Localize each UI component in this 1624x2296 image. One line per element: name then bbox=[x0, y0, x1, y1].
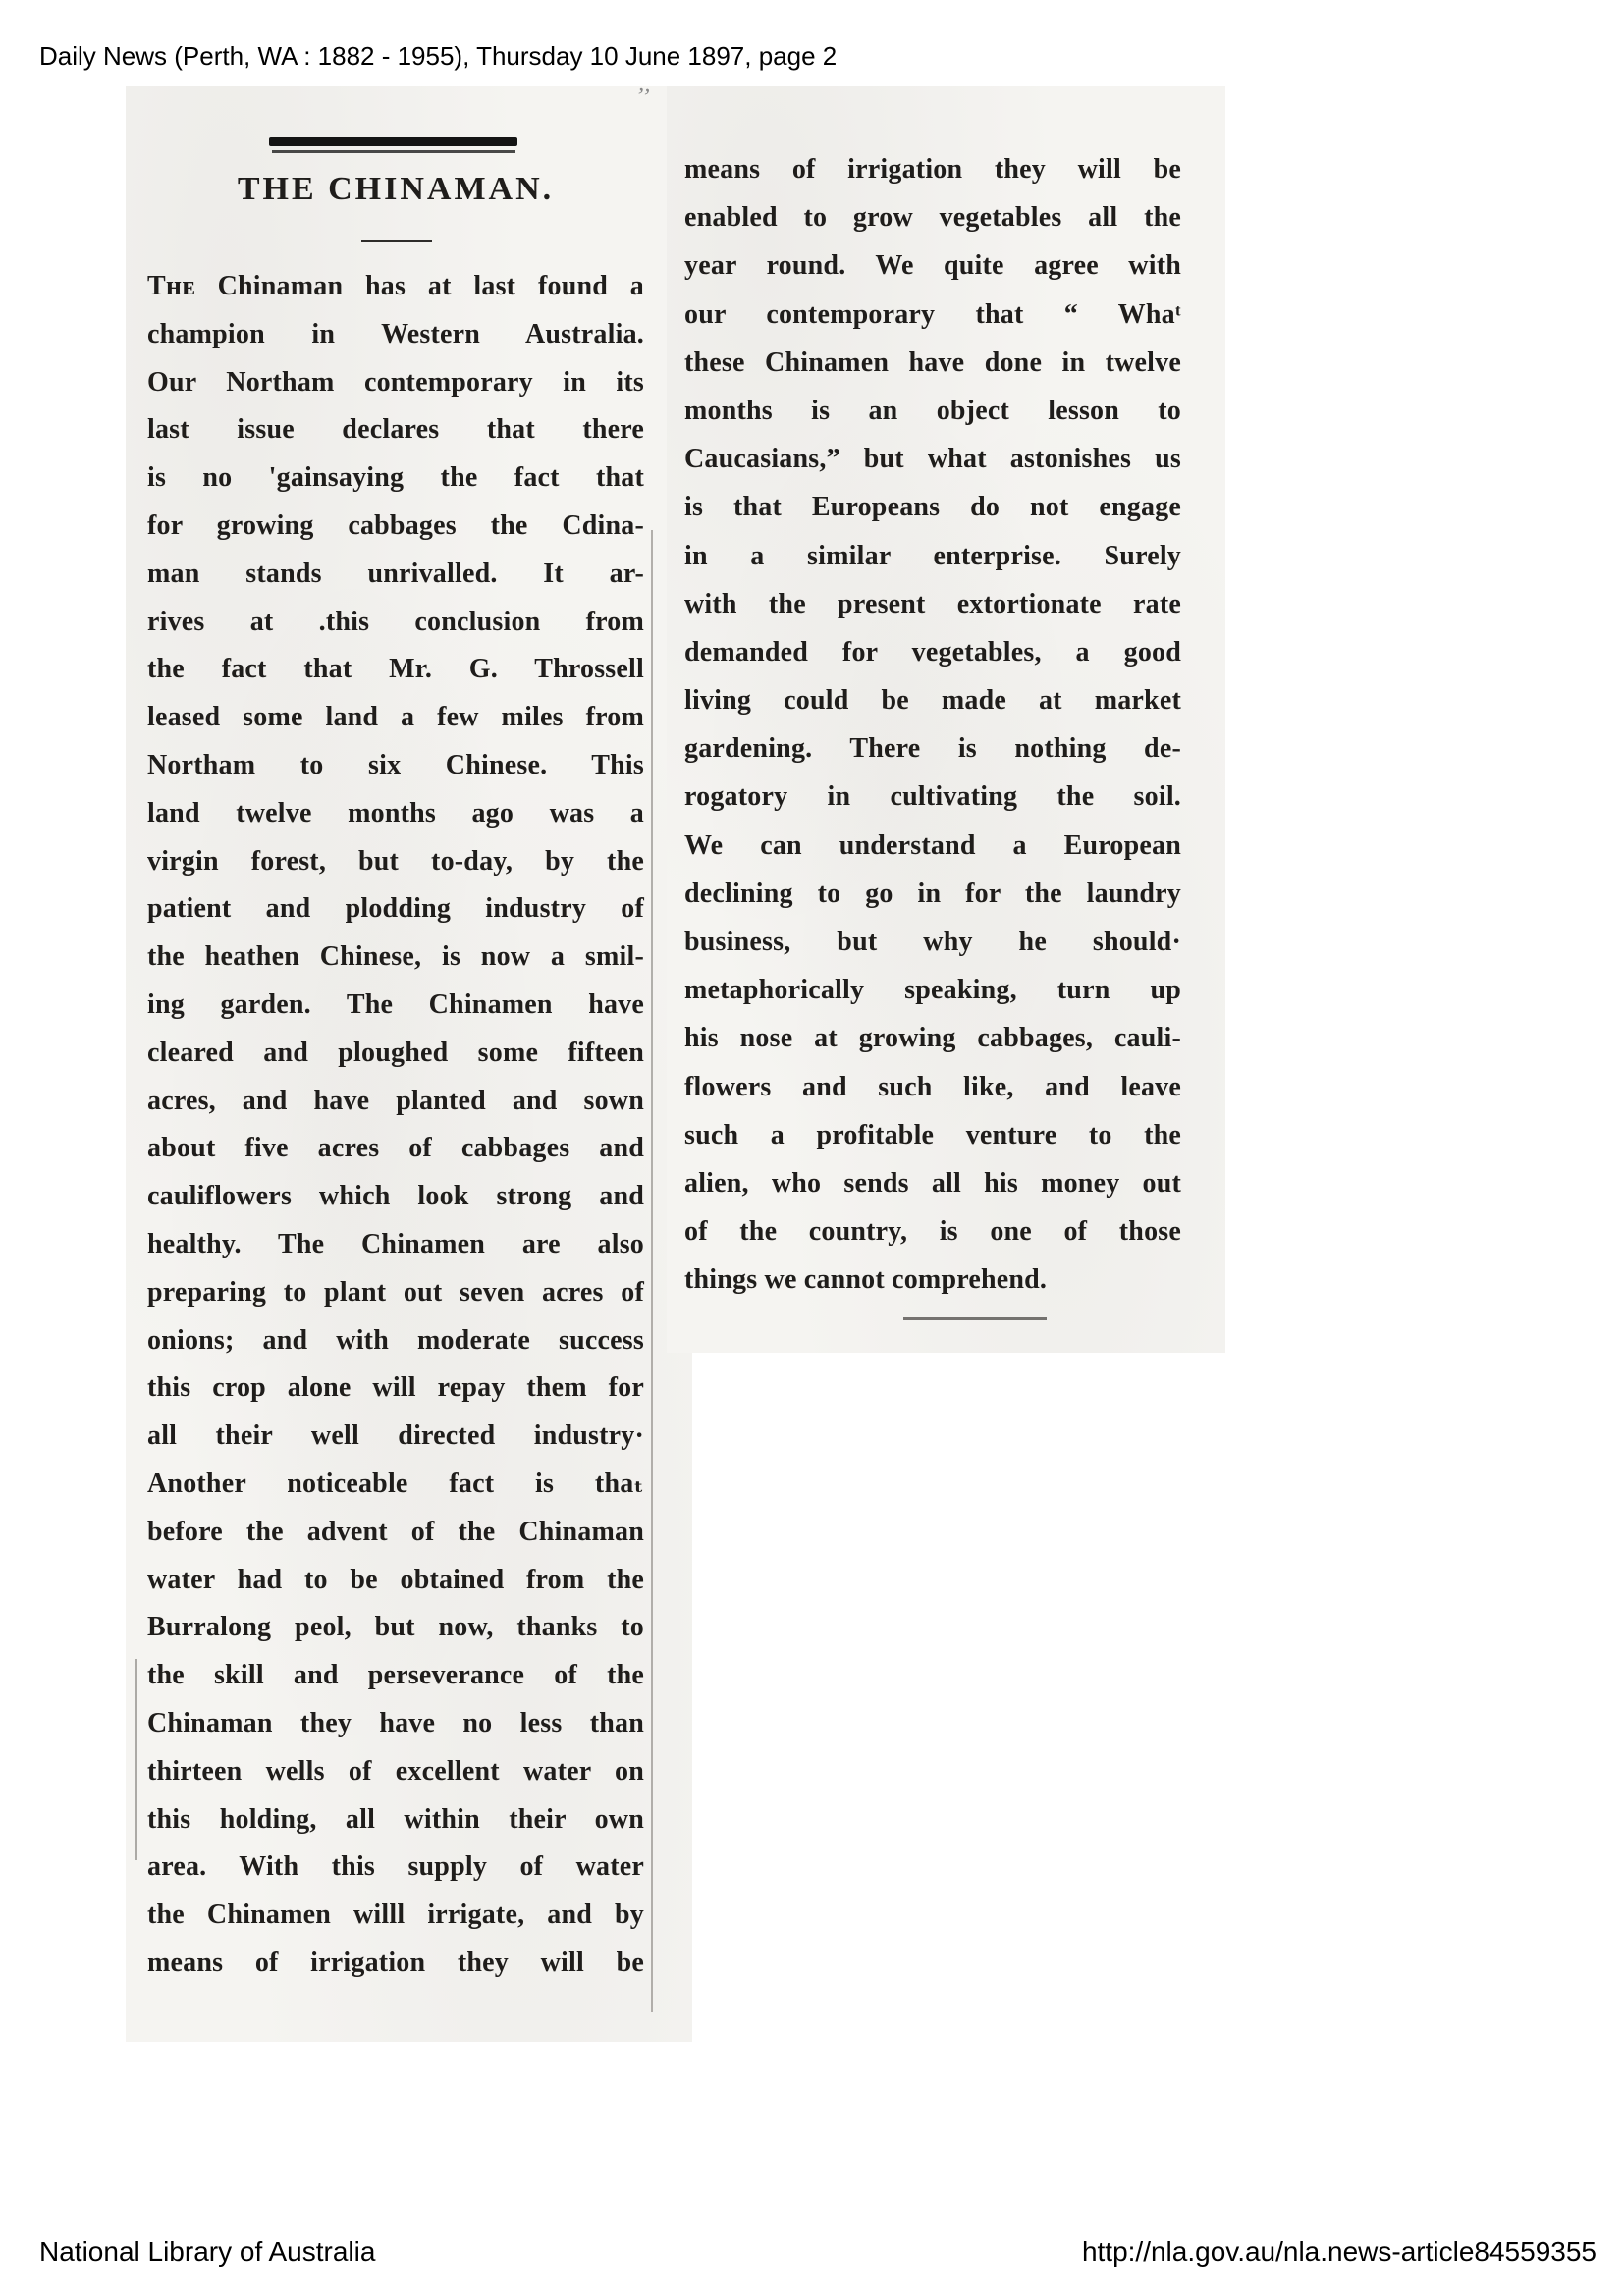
text-line: thirteen wells of excellent water on bbox=[147, 1755, 644, 1787]
text-line: Burralong peol, but now, thanks to bbox=[147, 1612, 644, 1643]
text-line: water had to be obtained from the bbox=[147, 1564, 644, 1595]
text-line: land twelve months ago was a bbox=[147, 797, 644, 828]
text-line: the skill and perseverance of the bbox=[147, 1660, 644, 1691]
text-line: months is an object lesson to bbox=[684, 395, 1181, 426]
headline-bar-thick bbox=[269, 137, 517, 146]
text-line: area. With this supply of water bbox=[147, 1851, 644, 1883]
text-line: demanded for vegetables, a good bbox=[684, 636, 1181, 667]
text-line: the heathen Chinese, is now a smil- bbox=[147, 941, 644, 973]
text-line: virgin forest, but to-day, by the bbox=[147, 845, 644, 877]
text-line: means of irrigation they will be bbox=[147, 1947, 644, 1978]
left-margin-rule bbox=[135, 1659, 137, 1860]
text-line: Northam to six Chinese. This bbox=[147, 749, 644, 780]
footer-url: http://nla.gov.au/nla.news-article84559355 bbox=[1081, 2236, 1597, 2267]
text-line: flowers and such like, and leave bbox=[684, 1071, 1181, 1102]
footer-attribution: National Library of Australia bbox=[39, 2236, 376, 2267]
text-line: is no 'gainsaying the fact that bbox=[147, 462, 644, 494]
text-line: living could be made at market bbox=[684, 685, 1181, 717]
column-separator-rule bbox=[651, 530, 653, 2012]
text-line: the fact that Mr. G. Throssell bbox=[147, 654, 644, 685]
text-line: gardening. There is nothing de- bbox=[684, 733, 1181, 765]
text-line: metaphorically speaking, turn up bbox=[684, 975, 1181, 1006]
text-line: rives at .this conclusion from bbox=[147, 606, 644, 637]
text-line: the Chinamen willl irrigate, and by bbox=[147, 1899, 644, 1931]
text-line: this crop alone will repay them for bbox=[147, 1372, 644, 1404]
text-line: about five acres of cabbages and bbox=[147, 1133, 644, 1164]
text-line: healthy. The Chinamen are also bbox=[147, 1228, 644, 1259]
text-line: champion in Western Australia. bbox=[147, 318, 644, 349]
text-line: We can understand a European bbox=[684, 829, 1181, 861]
text-line: in a similar enterprise. Surely bbox=[684, 540, 1181, 571]
text-line: rogatory in cultivating the soil. bbox=[684, 781, 1181, 813]
text-line: cauliflowers which look strong and bbox=[147, 1181, 644, 1212]
headline-bar-thin bbox=[272, 150, 515, 153]
text-line: last issue declares that there bbox=[147, 414, 644, 446]
text-line: onions; and with moderate success bbox=[147, 1324, 644, 1356]
scan-artifact: ’’ bbox=[634, 83, 653, 111]
text-line: before the advent of the Chinaman bbox=[147, 1516, 644, 1547]
title-divider bbox=[361, 240, 432, 242]
text-line: business, but why he should· bbox=[684, 927, 1181, 957]
text-line: means of irrigation they will be bbox=[684, 154, 1181, 185]
text-line: with the present extortionate rate bbox=[684, 588, 1181, 619]
article-end-rule bbox=[903, 1317, 1047, 1320]
text-line: Another noticeable fact is thaₜ bbox=[147, 1468, 644, 1499]
text-line: acres, and have planted and sown bbox=[147, 1085, 644, 1116]
article-column-2 bbox=[684, 145, 1181, 1305]
text-line: leased some land a few miles from bbox=[147, 702, 644, 733]
text-line: Caucasians,” but what astonishes us bbox=[684, 444, 1181, 475]
text-line: enabled to grow vegetables all the bbox=[684, 202, 1181, 234]
text-line: Our Northam contemporary in its bbox=[147, 366, 644, 398]
text-line: declining to go in for the laundry bbox=[684, 878, 1181, 909]
text-line: for growing cabbages the Cdina- bbox=[147, 509, 644, 541]
text-line: preparing to plant out seven acres of bbox=[147, 1276, 644, 1308]
text-line: patient and plodding industry of bbox=[147, 893, 644, 925]
text-line: such a profitable venture to the bbox=[684, 1119, 1181, 1150]
text-line: cleared and ploughed some fifteen bbox=[147, 1037, 644, 1068]
text-line: our contemporary that “ Whaᵗ bbox=[684, 298, 1181, 330]
text-line: things we cannot comprehend. bbox=[684, 1264, 1048, 1296]
text-line: alien, who sends all his money out bbox=[684, 1167, 1181, 1199]
text-line: Tʜᴇ Chinaman has at last found a bbox=[147, 271, 644, 301]
text-line: ing garden. The Chinamen have bbox=[147, 988, 644, 1020]
text-line: year round. We quite agree with bbox=[684, 250, 1181, 282]
text-line: man stands unrivalled. It ar- bbox=[147, 558, 644, 589]
text-line: these Chinamen have done in twelve bbox=[684, 347, 1181, 378]
article-title: THE CHINAMAN. bbox=[237, 171, 555, 207]
page-header: Daily News (Perth, WA : 1882 - 1955), Thursday 10 June 1897, page 2 bbox=[39, 41, 838, 71]
text-line: is that Europeans do not engage bbox=[684, 492, 1181, 523]
article-column-1 bbox=[147, 263, 644, 1988]
text-line: his nose at growing cabbages, cauli- bbox=[684, 1023, 1181, 1054]
text-line: this holding, all within their own bbox=[147, 1803, 644, 1835]
text-line: all their well directed industry· bbox=[147, 1420, 644, 1452]
text-line: of the country, is one of those bbox=[684, 1216, 1181, 1248]
text-line: Chinaman they have no less than bbox=[147, 1707, 644, 1738]
